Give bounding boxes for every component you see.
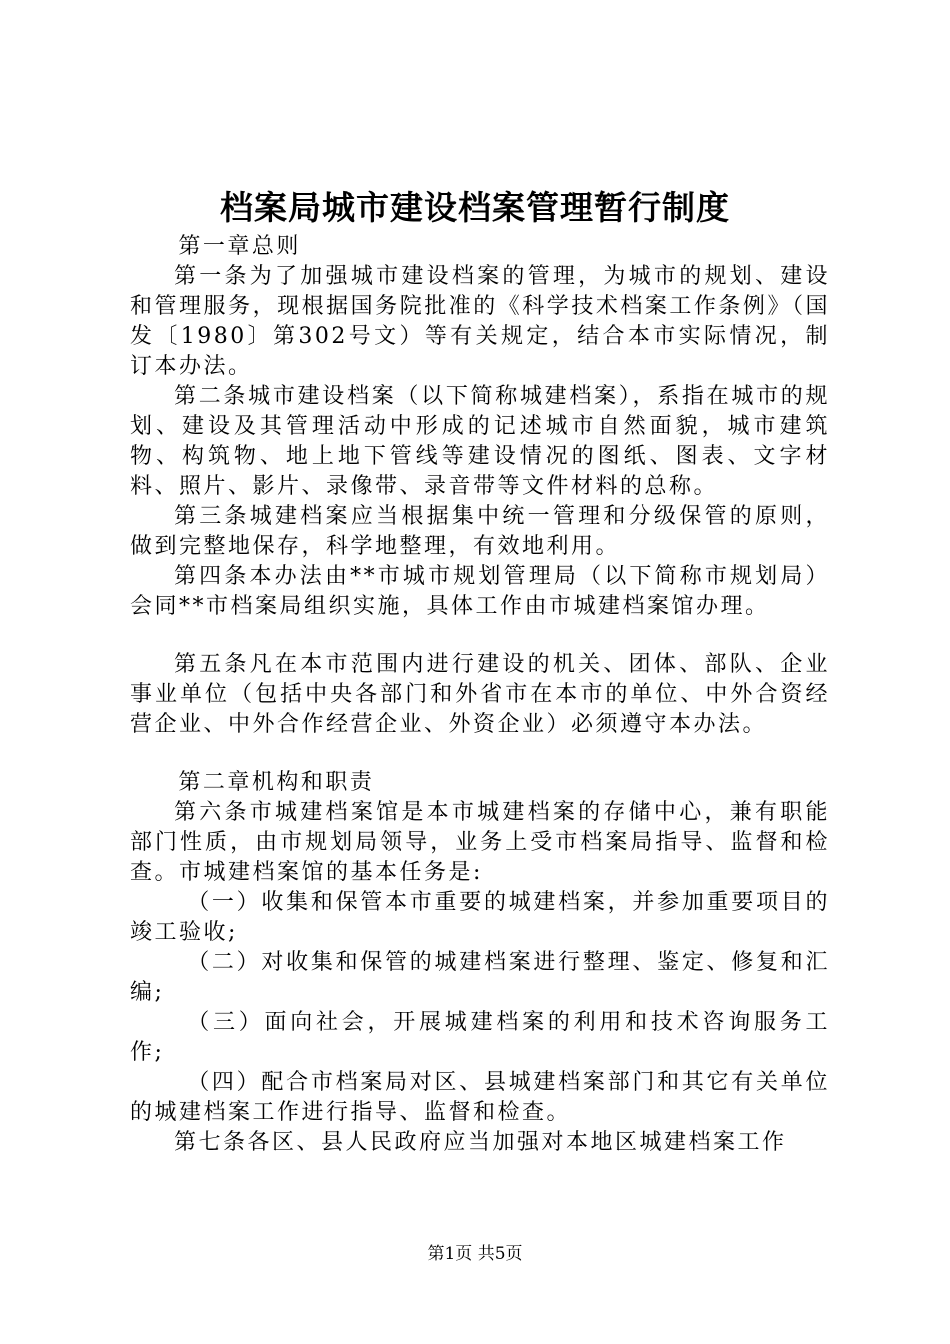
chapter-2-heading: 第二章机构和职责 bbox=[178, 770, 375, 795]
document-title: 档案局城市建设档案管理暂行制度 bbox=[220, 188, 730, 227]
article-1: 第一条为了加强城市建设档案的管理，为城市的规划、建设和管理服务，现根据国务院批准的《科学技术档案工作条例》（国发〔1980〕第302号文）等有关规定，结合本市实际情况，制订本办法。 bbox=[130, 264, 830, 379]
article-4: 第四条本办法由**市城市规划管理局（以下简称市规划局）会同**市档案局组织实施，具体工作由市城建档案馆办理。 bbox=[130, 564, 830, 619]
chapter-1-heading: 第一章总则 bbox=[178, 234, 301, 259]
document-body bbox=[130, 232, 830, 1158]
article-2: 第二条城市建设档案（以下简称城建档案），系指在城市的规划、建设及其管理活动中形成的记述城市自然面貌，城市建筑物、构筑物、地上地下管线等建设情况的图纸、图表、文字材料、照片、影片、录像带、录音带等文件材料的总称。 bbox=[130, 384, 830, 499]
article-5: 第五条凡在本市范围内进行建设的机关、团体、部队、企业事业单位（包括中央各部门和外省市在本市的单位、中外合资经营企业、中外合作经营企业、外资企业）必须遵守本办法。 bbox=[130, 652, 830, 737]
list-item-2: （二）对收集和保管的城建档案进行整理、鉴定、修复和汇编; bbox=[130, 950, 830, 1005]
article-3: 第三条城建档案应当根据集中统一管理和分级保管的原则，做到完整地保存，科学地整理，有效地利用。 bbox=[130, 504, 830, 559]
list-item-1: （一）收集和保管本市重要的城建档案，并参加重要项目的竣工验收; bbox=[130, 890, 830, 945]
page-footer: 第1页 共5页 bbox=[427, 1244, 523, 1264]
article-7: 第七条各区、县人民政府应当加强对本地区城建档案工作 bbox=[174, 1130, 787, 1155]
list-item-3: （三）面向社会，开展城建档案的利用和技术咨询服务工作; bbox=[130, 1010, 830, 1065]
blank-line bbox=[130, 740, 830, 768]
list-item-4: （四）配合市档案局对区、县城建档案部门和其它有关单位的城建档案工作进行指导、监督和检查。 bbox=[130, 1070, 830, 1125]
blank-line bbox=[130, 622, 830, 650]
article-6: 第六条市城建档案馆是本市城建档案的存储中心，兼有职能部门性质，由市规划局领导，业务上受市档案局指导、监督和检查。市城建档案馆的基本任务是: bbox=[130, 800, 830, 885]
